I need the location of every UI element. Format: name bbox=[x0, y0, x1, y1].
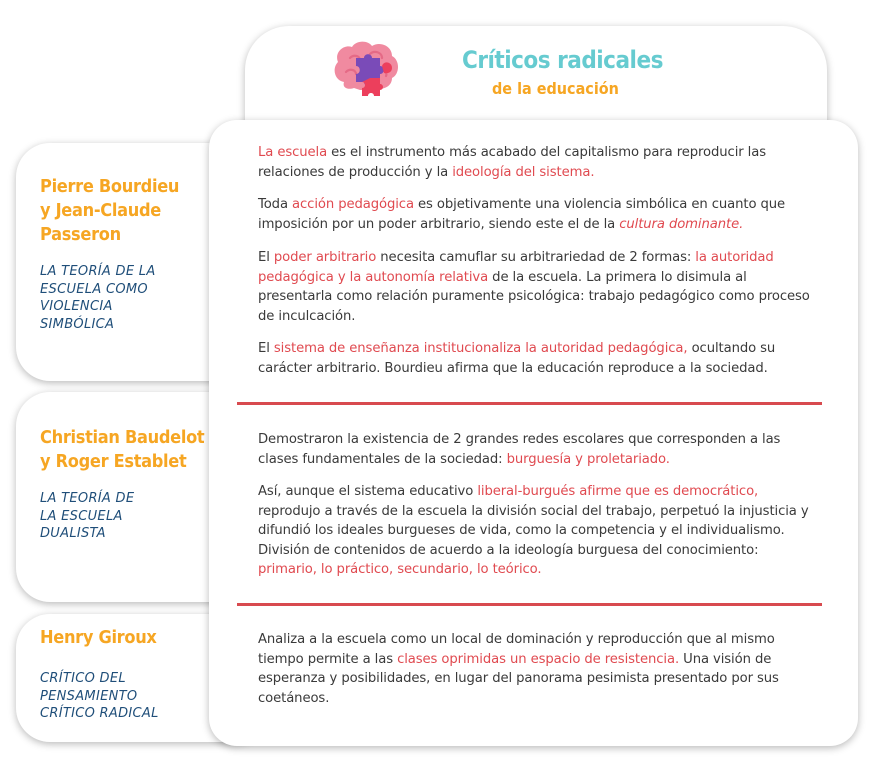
theory-label: CRÍTICO DEL PENSAMIENTO CRÍTICO RADICAL bbox=[40, 671, 159, 721]
paragraph bbox=[258, 482, 818, 580]
paragraph bbox=[258, 630, 818, 708]
paragraph bbox=[258, 430, 818, 469]
body-text: de la escuela. La primera lo disimula al presentarla como relación puramente psicológica: trabajo pedagógico como proceso de inculcación. bbox=[258, 269, 810, 324]
author-name: Christian Baudelot y Roger Establet bbox=[40, 427, 205, 472]
highlight-text: liberal-burgués afirme que es democrático, bbox=[477, 484, 759, 499]
section-divider bbox=[237, 603, 822, 606]
body-text: El bbox=[258, 250, 274, 265]
body-text: es el instrumento más acabado del capitalismo para reproducir las relaciones de producción y la bbox=[258, 145, 766, 180]
page-subtitle: de la educación bbox=[492, 79, 619, 98]
brain-puzzle-icon bbox=[330, 38, 402, 100]
page-title: Críticos radicales bbox=[462, 46, 663, 74]
highlight-text: la autoridad pedagógica y la autonomía relativa bbox=[258, 250, 774, 285]
highlight-text: La escuela bbox=[258, 145, 328, 160]
theory-label: LA TEORÍA DE LA ESCUELA COMO VIOLENCIA SIMBÓLICA bbox=[40, 264, 156, 332]
theory-label: LA TEORÍA DE LA ESCUELA DUALISTA bbox=[40, 491, 135, 541]
author-name: Henry Giroux bbox=[40, 627, 157, 648]
highlight-text: ideología del sistema. bbox=[452, 164, 595, 180]
section-divider bbox=[237, 402, 822, 405]
body-text: Toda bbox=[258, 197, 293, 212]
paragraph bbox=[258, 248, 818, 326]
body-text: Demostraron la existencia de 2 grandes redes escolares que corresponden a las clases fundamentales de la sociedad: bbox=[258, 432, 781, 467]
paragraph bbox=[258, 195, 818, 234]
highlight-text: clases oprimidas un espacio de resistencia. bbox=[397, 651, 680, 667]
paragraph bbox=[258, 143, 818, 182]
author-name: Pierre Bourdieu y Jean-Claude Passeron bbox=[40, 176, 180, 245]
body-text: Así, aunque el sistema educativo bbox=[258, 484, 478, 499]
highlight-text: acción pedagógica bbox=[292, 197, 414, 212]
paragraph bbox=[258, 339, 818, 378]
body-text: Analiza a la escuela como un local de dominación y reproducción que al mismo tiempo permite a las bbox=[258, 632, 775, 667]
body-text: El bbox=[258, 341, 274, 356]
body-text: ocultando su carácter arbitrario. Bourdieu afirma que la educación reproduce a la sociedad. bbox=[258, 341, 776, 376]
body-text: necesita camuflar su arbitrariedad de 2 formas: bbox=[376, 250, 696, 265]
highlight-text: sistema de enseñanza institucionaliza la autoridad pedagógica, bbox=[273, 341, 688, 356]
highlight-text: primario, lo práctico, secundario, lo teórico. bbox=[258, 562, 542, 577]
highlight-text: poder arbitrario bbox=[273, 250, 377, 265]
highlight-text: cultura dominante. bbox=[619, 216, 744, 232]
highlight-text: burguesía y proletariado. bbox=[506, 451, 670, 467]
body-text: Una visión de esperanza y posibilidades, en lugar del panorama pesimista presentado por sus coetáneos. bbox=[258, 651, 779, 706]
body-text: es objetivamente una violencia simbólica en cuanto que imposición por un poder arbitrario, siendo este el de la bbox=[258, 197, 786, 232]
body-text: reprodujo a través de la escuela la división social del trabajo, perpetuó la injusticia y difundió los ideales burgueses de vida, como la competencia y el individualismo. División de contenidos de acuerdo a la ideología burguesa del conocimiento: bbox=[258, 503, 809, 558]
